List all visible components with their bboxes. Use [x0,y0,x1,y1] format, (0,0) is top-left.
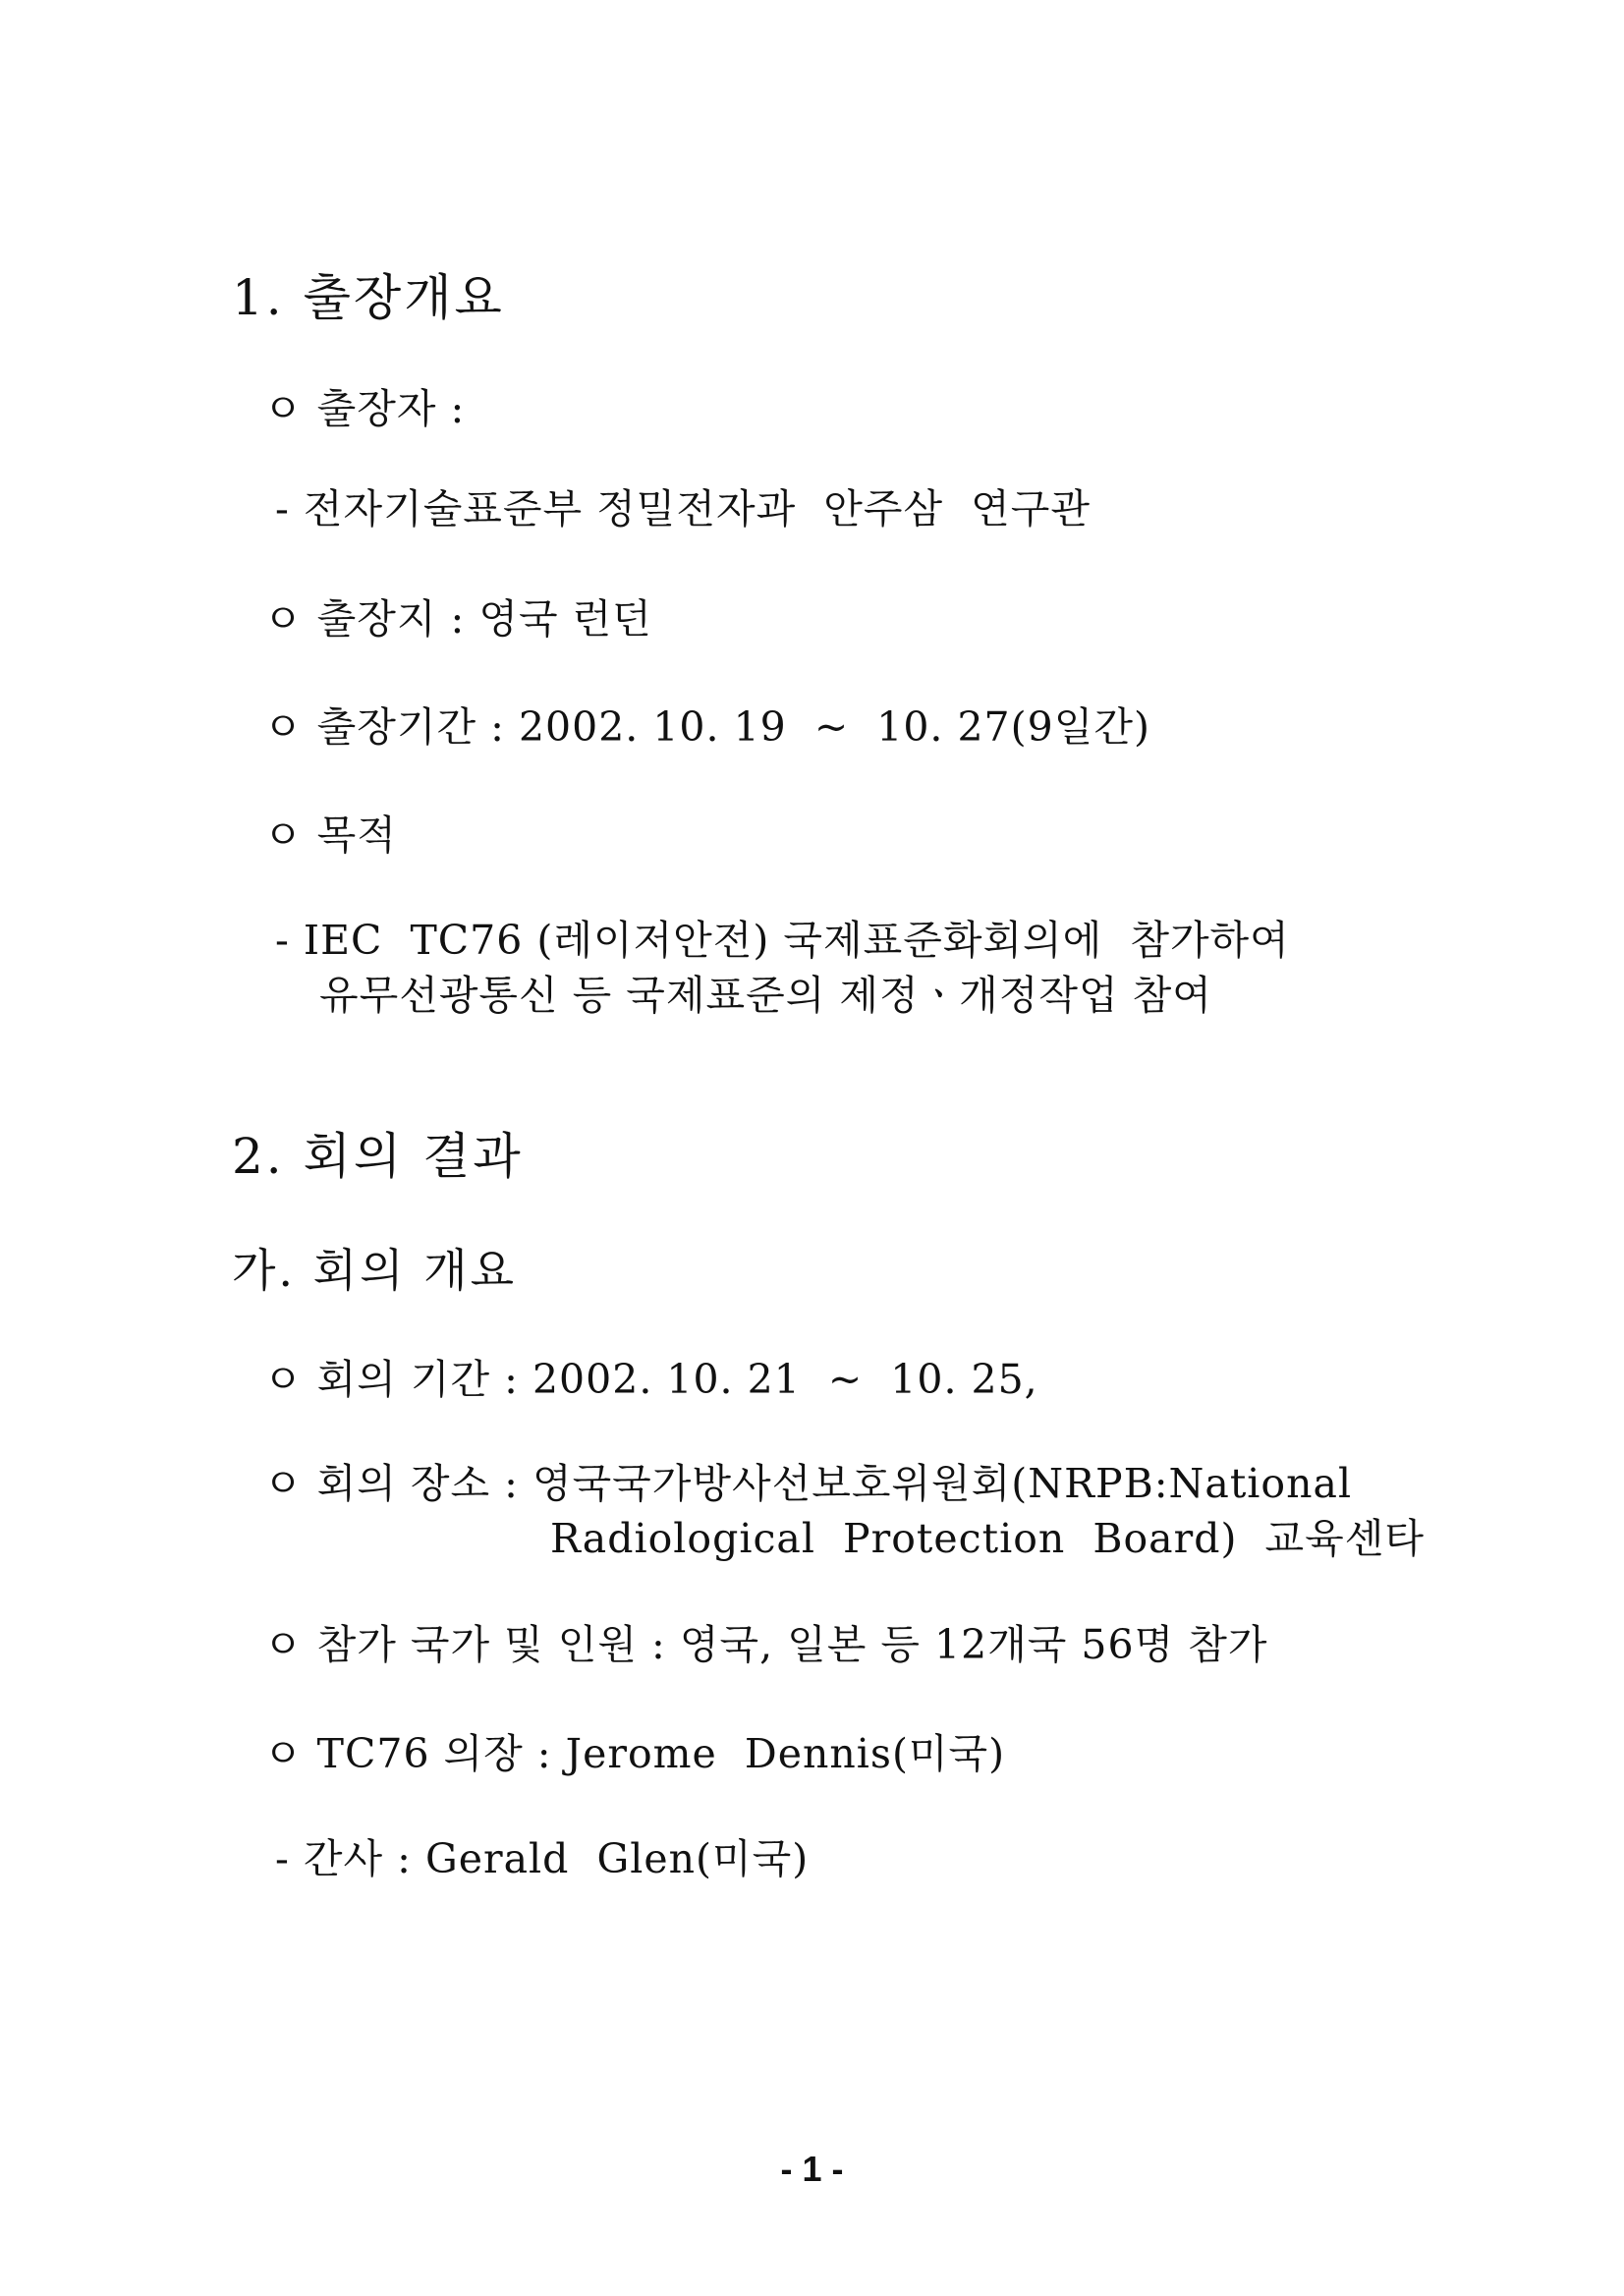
sub-heading-meeting-overview: 가. 회의 개요 [232,1244,518,1297]
purpose-line-1: - IEC TC76 (레이저안전) 국제표준화회의에 참가하여 [275,917,1290,964]
participants: ㅇ 참가 국가 및 인원 : 영국, 일본 등 12개국 56명 참가 [263,1621,1268,1668]
tc76-secretary: - 간사 : Gerald Glen(미국) [275,1835,810,1882]
meeting-place-line-2: Radiological Protection Board) 교육센타 [550,1515,1425,1562]
meeting-period: ㅇ 회의 기간 : 2002. 10. 21 ~ 10. 25, [263,1356,1038,1403]
purpose-line-2: 유무선광통신 등 국제표준의 제정ㆍ개정작업 참여 [319,972,1212,1019]
purpose-label: ㅇ 목적 [263,812,397,859]
section-1-heading: 1. 출장개요 [232,269,505,326]
traveler-detail: - 전자기술표준부 정밀전자과 안주삼 연구관 [275,485,1091,532]
traveler-label: ㅇ 출장자 : [263,385,466,432]
section-2-heading: 2. 회의 결과 [232,1128,524,1185]
destination: ㅇ 출장지 : 영국 런던 [263,595,652,643]
trip-period: ㅇ 출장기간 : 2002. 10. 19 ~ 10. 27(9일간) [263,703,1150,751]
tc76-chair: ㅇ TC76 의장 : Jerome Dennis(미국) [263,1730,1006,1777]
page-number: - 1 - [780,2149,844,2189]
meeting-place-line-1: ㅇ 회의 장소 : 영국국가방사선보호위원회(NRPB:National [263,1460,1353,1507]
